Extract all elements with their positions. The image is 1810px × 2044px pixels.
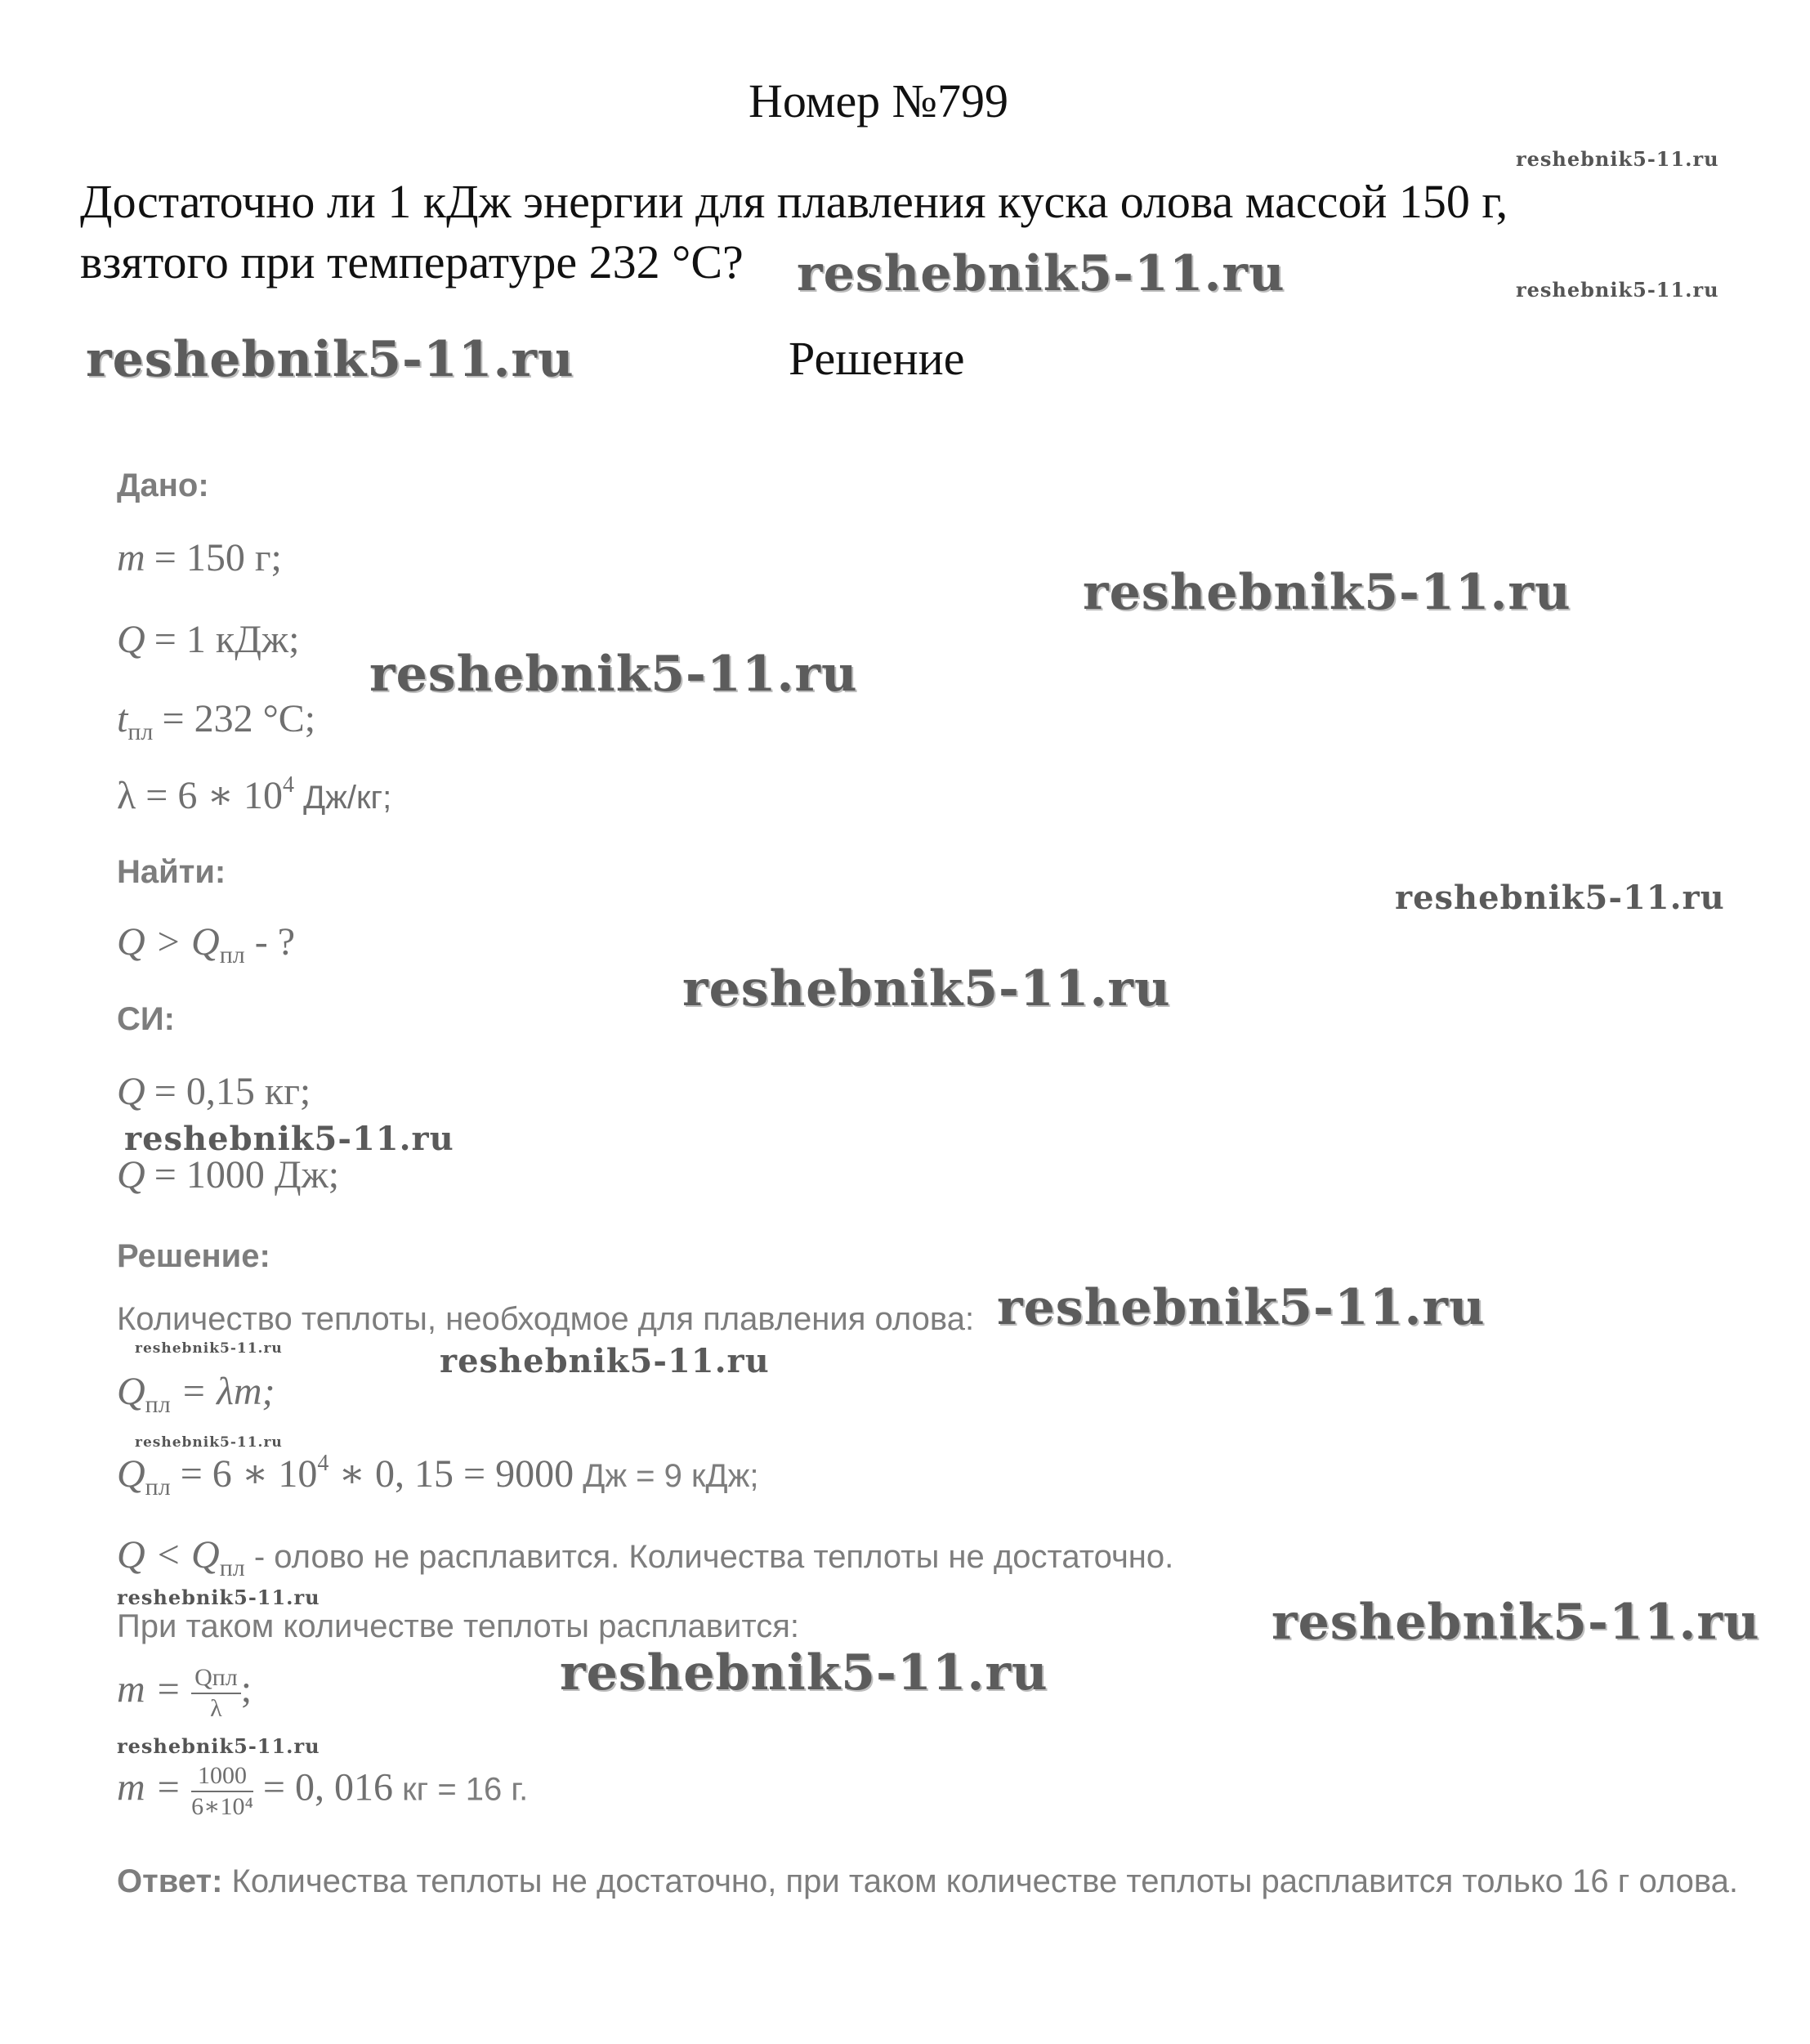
page-title: Номер №799 bbox=[748, 74, 1009, 127]
fraction-1000-over-denominator: $\frac{1000}{\text{6∗10⁴}}$ bbox=[191, 1762, 253, 1820]
given-label: Дано: bbox=[117, 467, 209, 503]
answer: Ответ: Количества теплоты не достаточно, при таком количестве теплоты расплавится только 16 г олова. bbox=[117, 1863, 1739, 1899]
given-mass: m = 150 г; bbox=[117, 536, 282, 579]
equation-5: m = $\frac{1000}{\text{6∗10⁴}}$ = 0, 016 кг = 16 г. bbox=[117, 1762, 529, 1820]
find-expression: $Q > Q_{пл}$ - ? bbox=[117, 920, 296, 968]
given-heat: Q = 1 кДж; bbox=[117, 618, 300, 661]
watermark: reshebnik5-11.ru bbox=[124, 1120, 454, 1158]
equation-4: m = $\frac{\text{Qпл}}{\lambda}$ ; bbox=[117, 1664, 253, 1722]
watermark: reshebnik5-11.ru bbox=[440, 1342, 770, 1380]
watermark: reshebnik5-11.ru bbox=[682, 960, 1171, 1018]
watermark: reshebnik5-11.ru bbox=[1516, 278, 1719, 302]
given-temperature: $t_{пл} = 232$ °С; bbox=[117, 697, 316, 745]
si-line-1: Q = 0,15 кг; bbox=[117, 1070, 311, 1113]
si-line-2: Q = 1000 Дж; bbox=[117, 1153, 340, 1196]
watermark: reshebnik5-11.ru bbox=[135, 1340, 283, 1357]
find-label: Найти: bbox=[117, 854, 226, 890]
equation-2: $Q_{пл} = 6$ ∗ $10^4$ ∗ 0, 15 = 9000 Дж = 9 кДж; bbox=[117, 1451, 759, 1501]
equation-3: $Q < Q_{пл}$ - олово не расплавится. Количества теплоты не достаточно. bbox=[117, 1533, 1174, 1581]
equation-1: $Q_{пл} = \lambda m$; bbox=[117, 1370, 275, 1418]
watermark: reshebnik5-11.ru bbox=[117, 1734, 320, 1758]
watermark: reshebnik5-11.ru bbox=[1271, 1594, 1760, 1651]
watermark: reshebnik5-11.ru bbox=[560, 1644, 1048, 1702]
solution-heading: Решение bbox=[789, 332, 965, 385]
watermark: reshebnik5-11.ru bbox=[135, 1434, 283, 1451]
problem-line-1: Достаточно ли 1 кДж энергии для плавления куска олова массой 150 г, bbox=[80, 175, 1508, 228]
watermark: reshebnik5-11.ru bbox=[369, 646, 858, 703]
watermark: reshebnik5-11.ru bbox=[797, 245, 1285, 302]
problem-line-2: взятого при температуре 232 °С? bbox=[80, 235, 744, 288]
solution-label: Решение: bbox=[117, 1238, 270, 1274]
si-label: СИ: bbox=[117, 1001, 175, 1037]
watermark: reshebnik5-11.ru bbox=[86, 331, 574, 388]
fraction-q-over-lambda: $\frac{\text{Qпл}}{\lambda}$ bbox=[191, 1663, 241, 1724]
watermark: reshebnik5-11.ru bbox=[1516, 147, 1719, 171]
watermark: reshebnik5-11.ru bbox=[1395, 879, 1725, 917]
watermark: reshebnik5-11.ru bbox=[1083, 564, 1571, 621]
watermark: reshebnik5-11.ru bbox=[997, 1279, 1486, 1336]
given-lambda: λ = 6 ∗ $10^4$ Дж/кг; bbox=[117, 772, 392, 817]
solution-text-2: При таком количестве теплоты расплавится: bbox=[117, 1608, 800, 1644]
watermark: reshebnik5-11.ru bbox=[117, 1586, 320, 1609]
solution-text-1: Количество теплоты, необходмое для плавления олова: bbox=[117, 1301, 975, 1337]
